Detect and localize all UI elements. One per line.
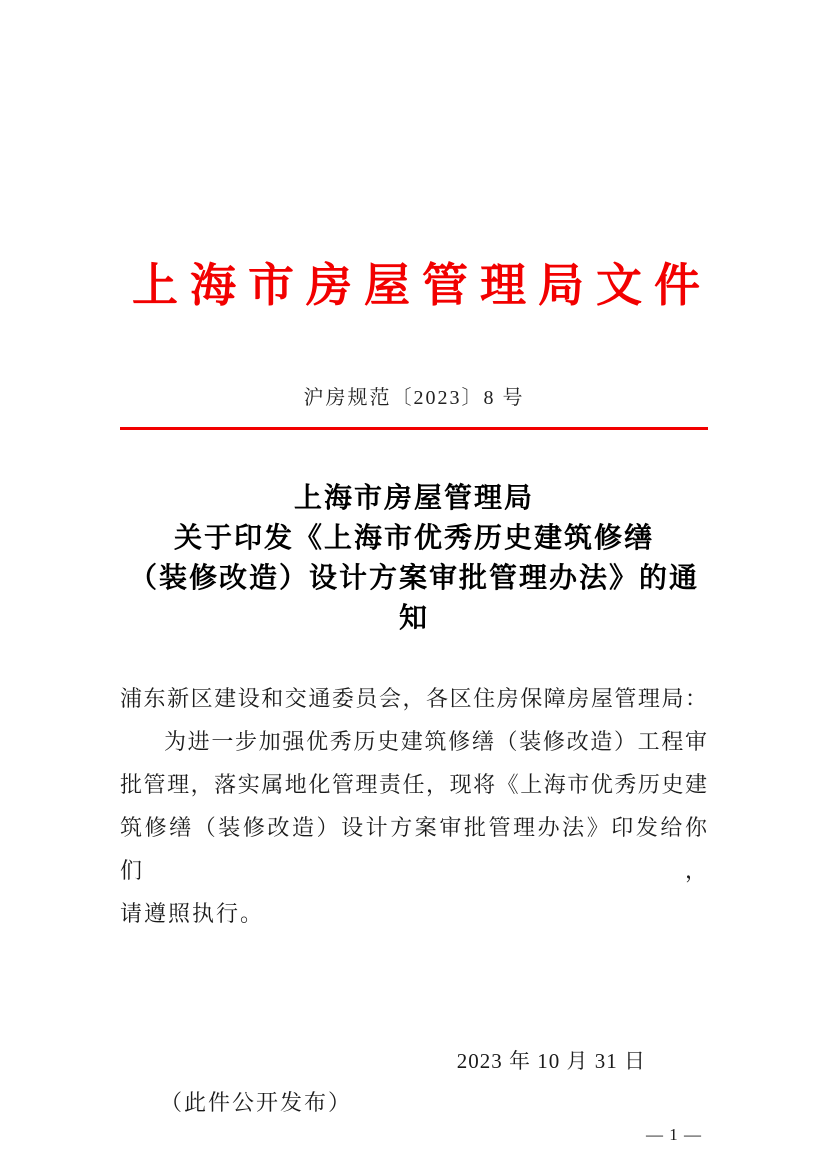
- publish-note: （此件公开发布）: [160, 1090, 353, 1115]
- body-text-line: 批管理，落实属地化管理责任，现将《上海市优秀历史建: [120, 772, 708, 797]
- salutation-line: 浦东新区建设和交通委员会，各区住房保障房屋管理局：: [120, 686, 708, 711]
- document-title-line-3: （装修改造）设计方案审批管理办法》的通知: [128, 563, 699, 634]
- body-text-line: 请遵照执行。: [120, 901, 265, 926]
- document-title: [120, 479, 708, 639]
- body-text-line: 筑修缮（装修改造）设计方案审批管理办法》印发给你们，: [120, 815, 708, 883]
- document-body: [120, 677, 708, 935]
- page-number: — 1 —: [646, 1125, 702, 1144]
- body-text-line: 为进一步加强优秀历史建筑修缮（装修改造）工程审: [164, 729, 708, 754]
- document-title-line-1: 上海市房屋管理局: [293, 483, 534, 514]
- document-date: 2023 年 10 月 31 日: [456, 1049, 646, 1073]
- document-header-title: 上海市房屋管理局文件: [132, 260, 712, 311]
- document-title-line-2: 关于印发《上海市优秀历史建筑修缮: [173, 523, 654, 554]
- red-divider-line: [120, 427, 708, 430]
- document-number: 沪房规范〔2023〕8 号: [303, 387, 525, 409]
